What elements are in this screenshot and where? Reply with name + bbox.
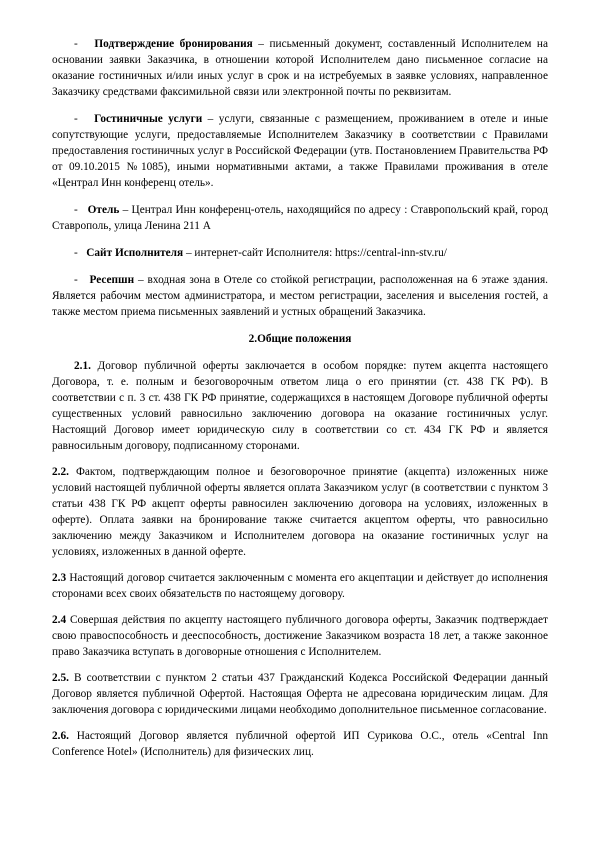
clause-text: Фактом, подтверждающим полное и безоговорочное принятие (акцепта) изложенных ниже условий настоящей публичной оферты является оплата Заказчиком услуг (в соответствии с пунктом 3 статьи 438 ГК РФ акцепт оферты равносилен заключению договора на условиях, изложенных в оферте). Оплата заявки на бронирование также считается акцептом оферты, что равносильно заключению между Заказчиком и Исполнителем договора на оказание гостиничных услуг на условиях, изложенных в данной оферте. — [52, 465, 548, 558]
clause-2-6 — [52, 728, 548, 760]
clause-text: Настоящий Договор является публичной офертой ИП Сурикова О.С., отель «Central Inn Conference Hotel» (Исполнитель) для физических лиц. — [52, 730, 548, 759]
clause-text: Договор публичной оферты заключается в особом порядке: путем акцепта настоящего Договора, т. е. полным и безоговорочным ответом лица о его принятии (ст. 438 ГК РФ). В соответствии с п. 3 ст. 438 ГК РФ принятие, содержащихся в настоящем Договоре публичной оферты существенных условий равносильно заключению договора на оказание гостиничных услуг. Настоящий Договор имеет юридическую силу в соответствии со ст. 434 ГК РФ и является равносильным договору, подписанному сторонами. — [52, 359, 548, 452]
clause-number: 2.3 — [52, 571, 67, 584]
definition-hotel — [52, 202, 548, 234]
definition-dash: - — [74, 274, 78, 287]
clause-number: 2.4 — [52, 613, 67, 626]
clause-2-1 — [52, 358, 548, 454]
section-heading-general-provisions: 2.Общие положения — [248, 333, 352, 346]
clause-2-5 — [52, 670, 548, 718]
clause-2-4 — [52, 612, 548, 660]
definition-term: Отель — [87, 204, 120, 217]
clause-2-3 — [52, 570, 548, 602]
definition-dash: - — [74, 38, 78, 50]
definition-body: – интернет-сайт Исполнителя: https://central-inn-stv.ru/ — [183, 247, 447, 260]
definition-dash: - — [74, 113, 78, 126]
definition-dash: - — [74, 204, 78, 217]
definition-term: Ресепшн — [89, 274, 135, 287]
definition-reception — [52, 272, 548, 320]
clause-number: 2.5. — [52, 672, 69, 685]
definition-term: Гостиничные услуги — [94, 113, 203, 126]
clause-text: Совершая действия по акцепту настоящего публичного договора оферты, Заказчик подтверждает свою правоспособность и дееспособность, достижение Заказчиком возраста 18 лет, а также законное право Заказчика вступать в договорные отношения с Исполнителем. — [52, 613, 548, 658]
clause-number: 2.2. — [52, 465, 69, 478]
clause-2-2 — [52, 464, 548, 560]
definition-website — [52, 245, 548, 261]
clause-number: 2.6. — [52, 730, 69, 743]
definition-term: Сайт Исполнителя — [86, 247, 184, 260]
definition-term: Подтверждение бронирования — [94, 38, 253, 50]
definition-booking-confirmation — [52, 36, 548, 100]
definition-body: – услуги, связанные с размещением, проживанием в отеле и иные сопутствующие услуги, предоставляемые Исполнителем Заказчику в соответствии с Правилами предоставления гостиничных услуг в Российской Федерации (утв. Постановлением Правительства РФ от 09.10.2015 №1085), иными нормативными актами, а также Правилами проживания в отеле «Централ Инн конференц отель». — [52, 113, 548, 190]
definition-body: – входная зона в Отеле со стойкой регистрации, расположенная на 6 этаже здания. Является рабочим местом администратора, и местом регистрации, заселения и выселения гостей, а также местом приема письменных заявлений и устных обращений Заказчика. — [52, 274, 548, 319]
definition-body: – письменный документ, составленный Исполнителем на основании заявки Заказчика, в отношении которой Исполнителем дано письменное согласие на оказание гостиничных и/или иных услуг в срок и на истребуемых в заявке условиях, направленное Заказчику средствами факсимильной связи или электронной почты по реквизитам. — [52, 38, 548, 99]
definition-body: – Централ Инн конференц-отель, находящийся по адресу : Ставропольский край, город Ставрополь, улица Ленина 211 А — [52, 204, 548, 233]
definition-hotel-services — [52, 111, 548, 191]
clause-text: В соответствии с пунктом 2 статьи 437 Гражданский Кодекса Российской Федерации данный Договор является публичной Офертой. Настоящая Оферта не адресована юридическим лицам. Для заключения договора с юридическими лицами необходимо дополнительное письменное согласование. — [52, 672, 548, 717]
clause-number: 2.1. — [74, 359, 91, 372]
definition-dash: - — [74, 247, 78, 260]
clause-text: Настоящий договор считается заключенным с момента его акцептации и действует до исполнения сторонами всех своих обязательств по настоящему договору. — [52, 571, 548, 600]
